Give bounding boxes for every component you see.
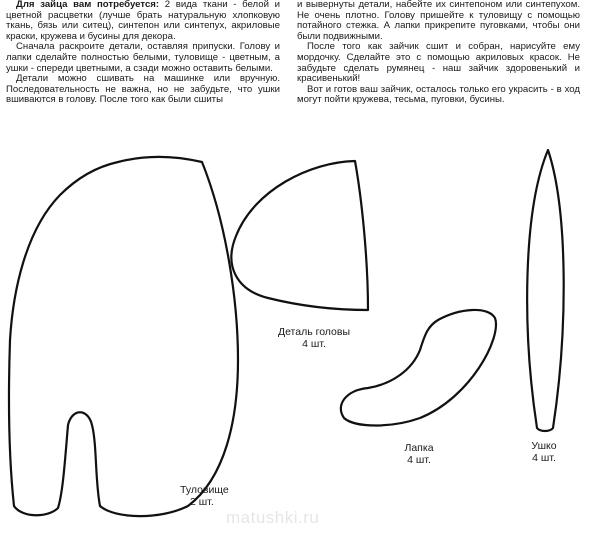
paw-label-name: Лапка (404, 442, 434, 454)
body-label (180, 484, 260, 508)
body-label-name: Туловище (180, 484, 229, 496)
ear-label-name: Ушко (531, 440, 557, 452)
decor-paragraph: Вот и готов ваш зайчик, осталось только его украсить - в ход могут пойти кружева, тесьма, пуговки, бусины. (297, 83, 580, 106)
head-label (254, 326, 374, 350)
head-label-name: Деталь головы (277, 326, 351, 338)
head-pattern-shape (231, 161, 368, 310)
ear-label (514, 440, 574, 464)
paw-label (384, 442, 454, 466)
materials-heading: Для зайца вам потребуется: (16, 0, 160, 10)
ear-pattern-shape (527, 150, 564, 431)
head-label-count: 4 шт. (302, 338, 326, 350)
paw-label-count: 4 шт. (407, 454, 431, 466)
face-paragraph: После того как зайчик сшит и собран, нарисуйте ему мордочку. Сделайте это с помощью акриловых красок. Не забудьте сделать румянец - наш зайчик здоровенький и красивенький! (297, 41, 580, 85)
ear-label-count: 4 шт. (532, 452, 556, 464)
materials-text: 2 вида ткани - белой и цветной расцветки (лучше брать натуральную хлопковую ткань, бязь или ситец), синтепон или синтепух, акриловые краски, кружева и бусины для декора. (6, 0, 280, 42)
body-pattern-shape (9, 157, 238, 516)
cutting-paragraph: Сначала раскроите детали, оставляя припуски. Голову и лапки сделайте полностью белыми, туловище - цветным, а ушки - спереди цветными, а сзади можно оставить белыми. (6, 41, 280, 74)
body-label-count: 2 шт. (190, 496, 214, 508)
site-watermark: matushki.ru (226, 508, 320, 527)
stuffing-paragraph: и вывернуты детали, набейте их синтепоном или синтепухом. Не очень плотно. Голову пришейте к туловищу с помощью потайного стежка. А лапки прикрепите пуговками, чтобы они были подвижными. (297, 0, 580, 42)
sewing-paragraph: Детали можно сшивать на машинке или вручную. Последовательность не важна, но не забудьте, что ушки вшиваются в голову. После того как были сшиты (6, 73, 280, 106)
